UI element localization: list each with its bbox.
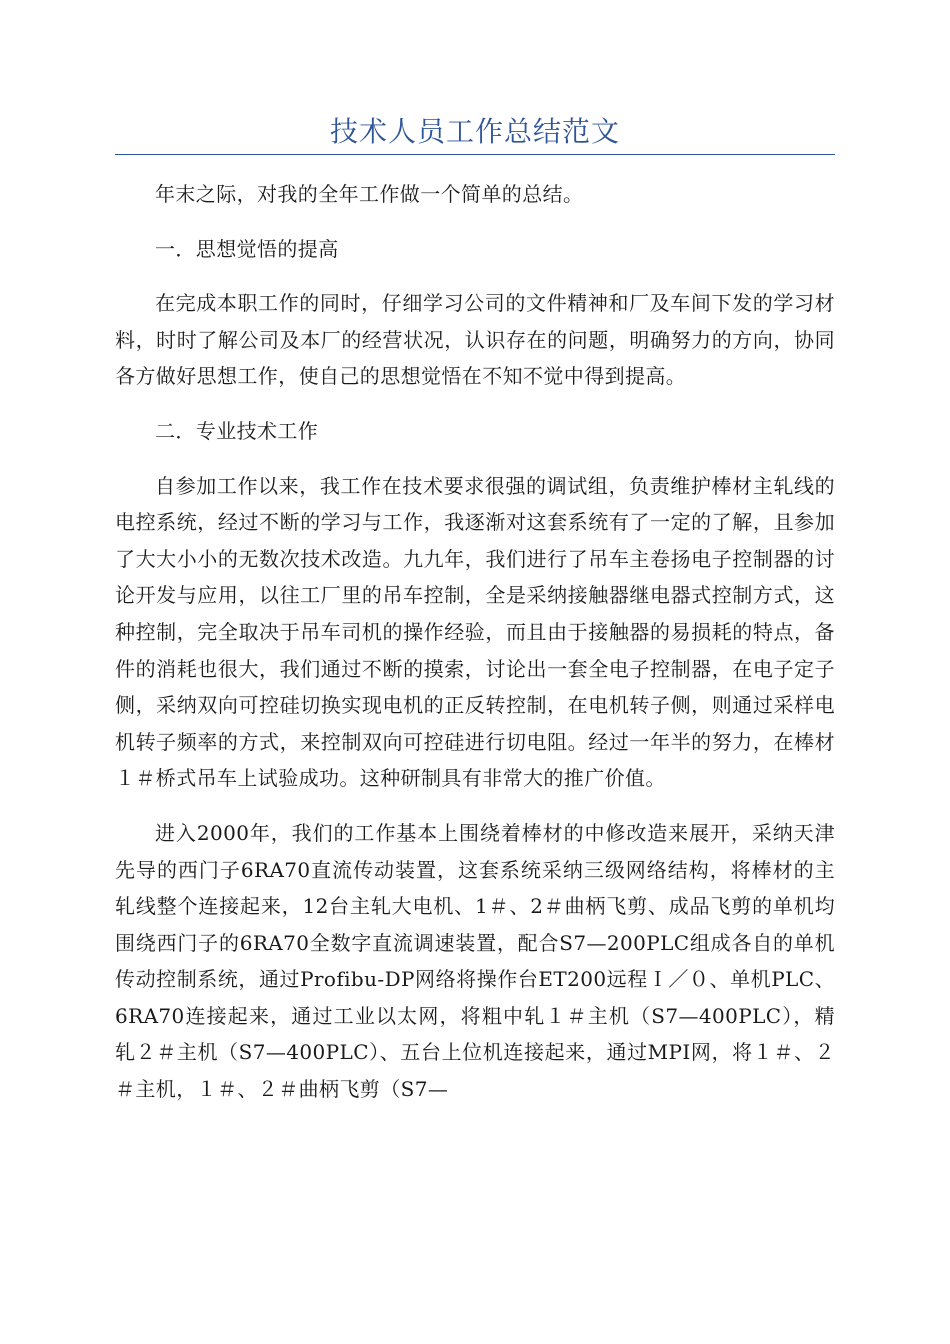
document-body: [115, 176, 835, 1126]
section-2-paragraph-1: 自参加工作以来，我工作在技术要求很强的调试组，负责维护棒材主轧线的电控系统，经过不断的学习与工作，我逐渐对这套系统有了一定的了解，且参加了大大小小的无数次技术改造。九九年，我们进行了吊车主卷扬电子控制器的讨论开发与应用，以往工厂里的吊车控制，全是采纳接触器继电器式控制方式，这种控制，完全取决于吊车司机的操作经验，而且由于接触器的易损耗的特点，备件的消耗也很大，我们通过不断的摸索，讨论出一套全电子控制器，在电子定子侧，采纳双向可控硅切换实现电机的正反转控制，在电机转子侧，则通过采样电机转子频率的方式，来控制双向可控硅进行切电阻。经过一年半的努力，在棒材１＃桥式吊车上试验成功。这种研制具有非常大的推广价值。: [115, 473, 835, 791]
intro-paragraph: 年末之际，对我的全年工作做一个简单的总结。: [155, 182, 584, 206]
section-heading-2: 二．专业技术工作: [155, 418, 319, 443]
section-1-paragraph: 在完成本职工作的同时，仔细学习公司的文件精神和厂及车间下发的学习材料，时时了解公司及本厂的经营状况，认识存在的问题，明确努力的方向，协同各方做好思想工作，使自己的思想觉悟在不知不觉中得到提高。: [115, 291, 835, 389]
section-heading-1: 一．思想觉悟的提高: [155, 236, 339, 261]
section-2-paragraph-2: 进入2000年，我们的工作基本上围绕着棒材的中修改造来展开，采纳天津先导的西门子6RA70直流传动装置，这套系统采纳三级网络结构，将棒材的主轧线整个连接起来，12台主轧大电机、1＃、2＃曲柄飞剪、成品飞剪的单机均围绕西门子的6RA70全数字直流调速装置，配合S7—200PLC组成各自的单机传动控制系统，通过Profibu-DP网络将操作台ET200远程Ｉ／０、单机PLC、6RA70连接起来，通过工业以太网，将粗中轧１＃主机（S7—400PLC），精轧２＃主机（S7—400PLC）、五台上位机连接起来，通过MPI网，将１＃、２＃主机，１＃、２＃曲柄飞剪（S7—: [115, 820, 835, 1102]
document-title: 技术人员工作总结范文: [329, 115, 620, 148]
title-underline: [115, 154, 835, 155]
